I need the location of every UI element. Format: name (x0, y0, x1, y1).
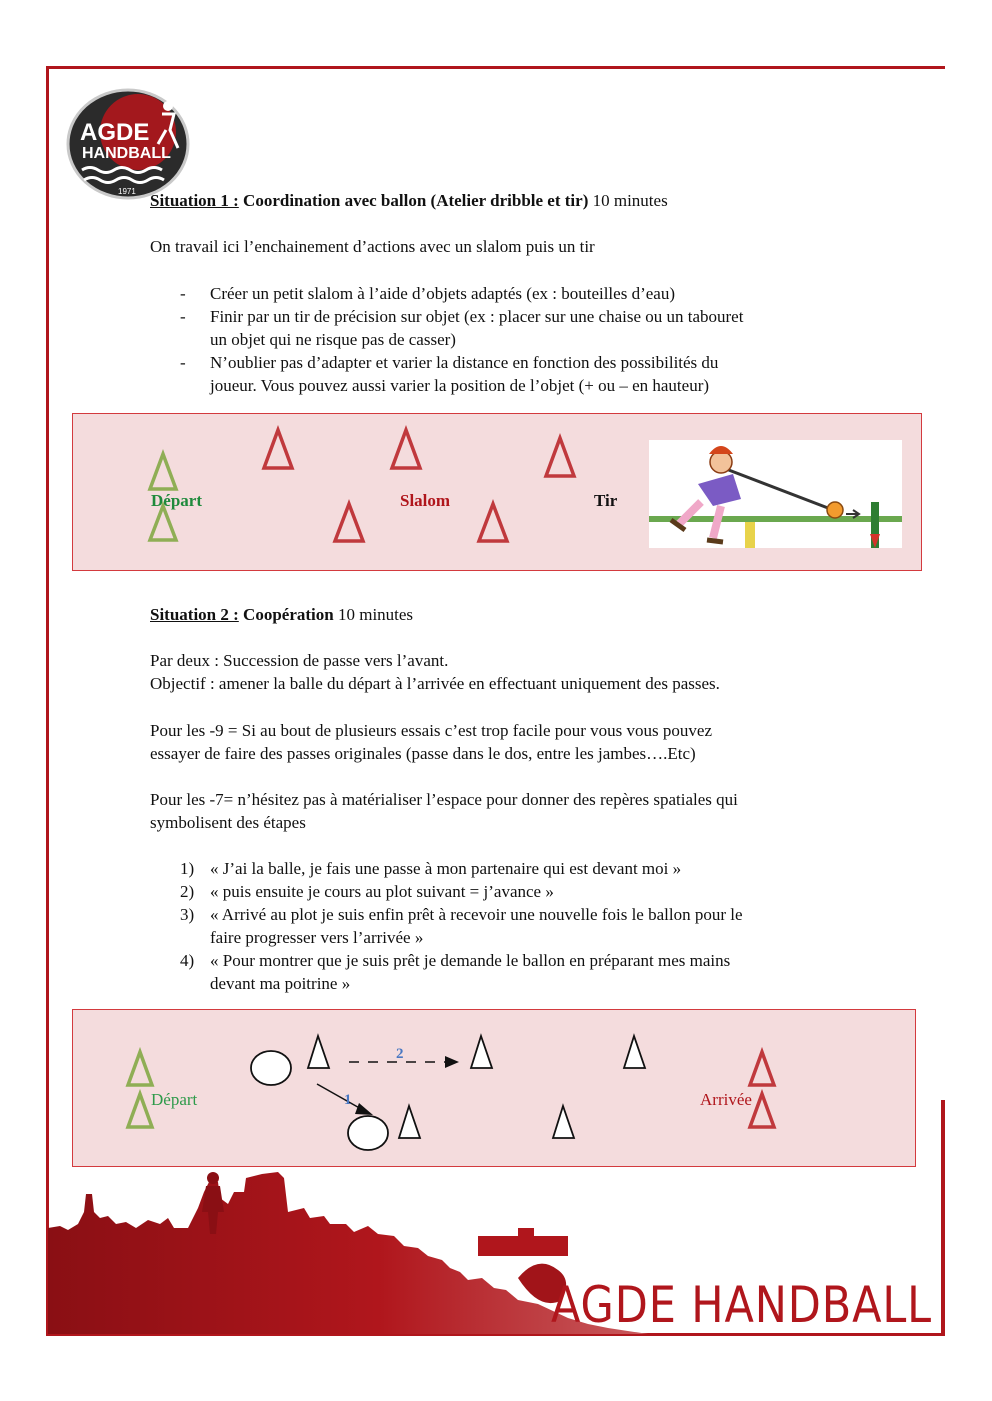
slalom-cone (546, 438, 574, 476)
slalom-cone (392, 430, 420, 468)
logo-text-handball: HANDBALL (82, 145, 171, 162)
situation1-duration: 10 minutes (592, 191, 668, 210)
situation2-steps-list (180, 857, 743, 995)
harbor-silhouette (478, 1228, 568, 1256)
situation1-heading (150, 189, 668, 212)
logo-year: 1971 (118, 187, 136, 196)
club-logo (66, 88, 190, 200)
situation2-para2: Pour les -9 = Si au bout de plusieurs essais c’est trop facile pour vous vous pouvez essayer de faire des passes originales (passe dans le dos, entre les jambes….Etc) (150, 721, 712, 763)
label-shot: Tir (594, 491, 618, 510)
situation1-heading-title: Coordination avec ballon (Atelier dribble et tir) (243, 191, 589, 210)
list-item: - Finir par un tir de précision sur objet (ex : placer sur une chaise ou un tabouret un objet qui ne risque pas de casser) (180, 307, 744, 349)
footer-banner (48, 1168, 942, 1334)
logo-text-agde: AGDE (80, 119, 150, 146)
label-pass-number: 1 (344, 1092, 352, 1108)
finish-cone-top (750, 1052, 774, 1085)
situation1-intro: On travail ici l’enchainement d’actions avec un slalom puis un tir (150, 237, 595, 256)
label-slalom: Slalom (400, 491, 451, 510)
plot-cone (553, 1106, 574, 1138)
pass-arrow (317, 1084, 363, 1110)
situation2-heading-lead: Situation 2 : (150, 605, 239, 624)
situation1-heading-lead: Situation 1 : (150, 191, 239, 210)
list-item: 3) « Arrivé au plot je suis enfin prêt à recevoir une nouvelle fois le ballon pour le faire progresser vers l’arrivée » (180, 905, 743, 947)
page-frame-top (46, 66, 945, 69)
slalom-cone (264, 430, 292, 468)
shooting-illustration (649, 440, 902, 548)
plot-cone (471, 1036, 492, 1068)
slalom-cone (479, 504, 507, 541)
label-finish: Arrivée (700, 1090, 752, 1109)
plot-cone (399, 1106, 420, 1138)
plot-cone (308, 1036, 329, 1068)
label-run-number: 2 (396, 1046, 404, 1062)
situation1-bullet-list (180, 282, 743, 397)
list-item: - Créer un petit slalom à l’aide d’objets adaptés (ex : bouteilles d’eau) (180, 284, 675, 303)
situation2-heading (150, 603, 413, 626)
list-item: 1) « J’ai la balle, je fais une passe à mon partenaire qui est devant moi » (180, 859, 682, 878)
start-cone-top (150, 454, 176, 489)
label-start: Départ (151, 1090, 198, 1109)
plot-cone (624, 1036, 645, 1068)
slalom-cone (335, 504, 363, 541)
start-cone-top (128, 1052, 152, 1085)
start-cone-bottom (128, 1094, 152, 1127)
page-frame-left (46, 66, 49, 1336)
start-cone-bottom (150, 506, 176, 540)
situation2-para3: Pour les -7= n’hésitez pas à matérialiser l’espace pour donner des repères spatiales qui symbolisent des étapes (150, 790, 738, 832)
player-circle (251, 1051, 291, 1085)
list-item: 4) « Pour montrer que je suis prêt je demande le ballon en préparant mes mains devant ma poitrine » (180, 951, 731, 993)
finish-cone-bottom (750, 1094, 774, 1127)
label-start: Départ (151, 491, 202, 510)
situation2-duration: 10 minutes (337, 605, 414, 624)
list-item: 2) « puis ensuite je cours au plot suivant = j’avance » (180, 882, 554, 901)
list-item: - N’oublier pas d’adapter et varier la distance en fonction des possibilités du joueur. Vous pouvez aussi varier la position de l’objet (+ ou – en hauteur) (180, 353, 719, 395)
situation2-heading-title: Coopération (243, 605, 334, 624)
banner-club-name: AGDE HANDBALL (551, 1276, 932, 1334)
player-circle (348, 1116, 388, 1150)
passing-diagram (72, 1009, 916, 1167)
slalom-diagram (72, 413, 922, 571)
situation2-para1: Par deux : Succession de passe vers l’avant. Objectif : amener la balle du départ à l’arrivée en effectuant uniquement des passes. (150, 651, 720, 693)
